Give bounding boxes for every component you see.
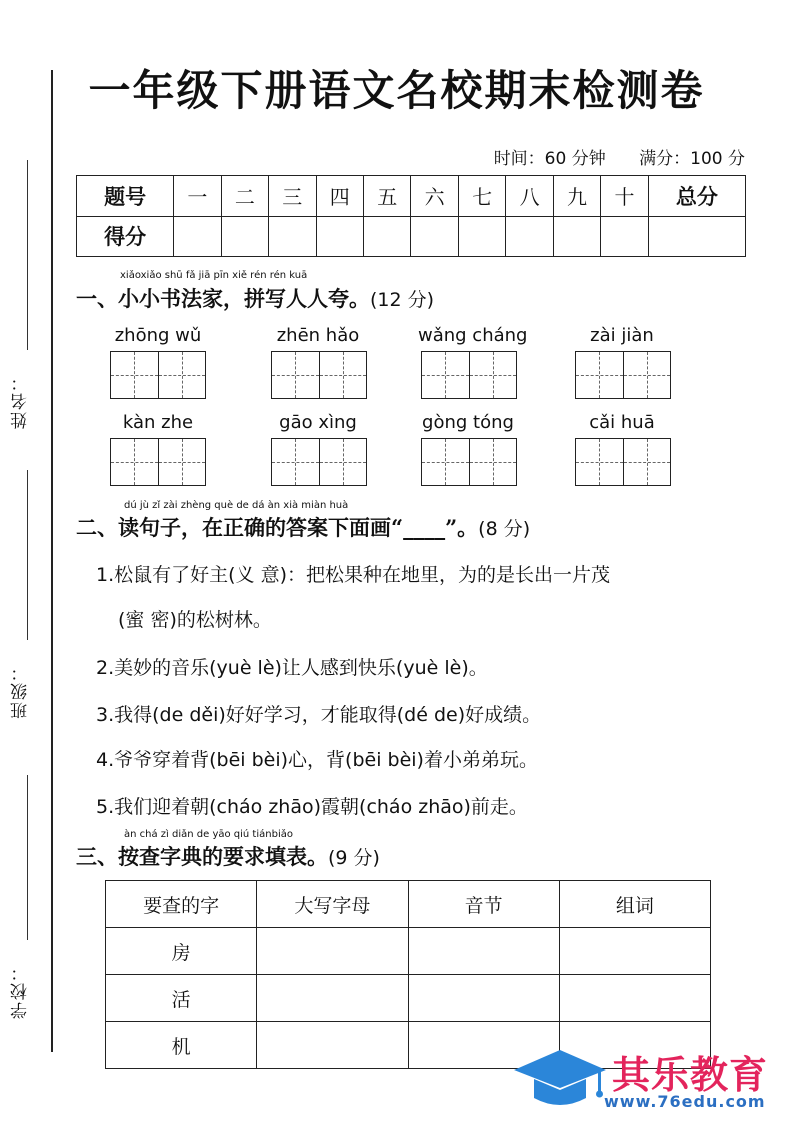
brand-url: www.76edu.com xyxy=(604,1092,766,1111)
table-row xyxy=(106,928,711,975)
section2-heading xyxy=(76,512,530,542)
score-cell[interactable] xyxy=(221,216,268,257)
name-line xyxy=(27,160,28,350)
score-cell[interactable] xyxy=(506,216,553,257)
score-header-cell: 七 xyxy=(458,176,505,217)
exam-time: 时间：60 分钟 xyxy=(493,149,606,169)
score-header-cell: 一 xyxy=(174,176,221,217)
brand-name: 其乐教育 xyxy=(612,1053,769,1097)
section3-title: 三、按查字典的要求填表。 xyxy=(76,844,328,869)
pinyin-label: wǎng cháng xyxy=(418,325,528,346)
score-header-cell: 二 xyxy=(221,176,268,217)
writing-grid[interactable] xyxy=(110,438,206,486)
question-item: 3.我得(de děi)好好学习，才能取得(dé de)好成绩。 xyxy=(96,704,542,726)
score-header-cell: 三 xyxy=(269,176,316,217)
binding-margin-rule xyxy=(51,70,53,1052)
dictionary-char: 活 xyxy=(106,975,257,1022)
section3-points: (9 分) xyxy=(328,847,380,869)
score-header-cell: 六 xyxy=(411,176,458,217)
dictionary-header-row xyxy=(106,881,711,928)
answer-cell[interactable] xyxy=(408,928,559,975)
score-header-cell: 题号 xyxy=(77,176,174,217)
pinyin-label: gāo xìng xyxy=(279,412,357,433)
score-cell[interactable] xyxy=(316,216,363,257)
writing-grid[interactable] xyxy=(575,438,671,486)
score-header-cell: 总分 xyxy=(648,176,745,217)
dictionary-char: 机 xyxy=(106,1022,257,1069)
question-item: (蜜 密)的松树林。 xyxy=(118,609,272,631)
section1-heading xyxy=(76,283,434,313)
section1-title: 一、小小书法家，拼写人人夸。 xyxy=(76,286,370,311)
pinyin-label: kàn zhe xyxy=(122,412,194,433)
school-label: 学校： xyxy=(11,962,31,1019)
score-table-score-row xyxy=(77,216,746,257)
writing-grid[interactable] xyxy=(575,351,671,399)
pinyin-label: gòng tóng xyxy=(422,412,514,433)
page-title: 一年级下册语文名校期末检测卷 xyxy=(88,66,705,115)
dictionary-header-cell: 音节 xyxy=(408,881,559,928)
name-label: 姓名： xyxy=(11,372,31,429)
score-cell[interactable] xyxy=(648,216,745,257)
answer-cell[interactable] xyxy=(257,928,408,975)
score-table xyxy=(76,175,746,257)
dictionary-table xyxy=(105,880,711,1069)
section1-points: (12 分) xyxy=(370,289,435,311)
answer-cell[interactable] xyxy=(559,928,710,975)
section2-ruby: dú jù zǐ zài zhèng què de dá àn xià miàn huà xyxy=(124,500,349,511)
section3-ruby: àn chá zì diǎn de yāo qiú tiánbiǎo xyxy=(124,829,293,840)
score-cell[interactable] xyxy=(458,216,505,257)
score-cell[interactable] xyxy=(174,216,221,257)
exam-full-score: 满分：100 分 xyxy=(639,149,745,169)
score-cell[interactable] xyxy=(553,216,600,257)
answer-cell[interactable] xyxy=(257,1022,408,1069)
score-table-header-row xyxy=(77,176,746,217)
writing-grid[interactable] xyxy=(421,351,517,399)
section2-points: (8 分) xyxy=(478,518,531,540)
dictionary-header-cell: 大写字母 xyxy=(257,881,408,928)
dictionary-header-cell: 组词 xyxy=(559,881,710,928)
exam-meta xyxy=(466,144,745,169)
writing-grid[interactable] xyxy=(421,438,517,486)
class-line xyxy=(27,470,28,640)
score-header-cell: 八 xyxy=(506,176,553,217)
score-row-label: 得分 xyxy=(77,216,174,257)
score-cell[interactable] xyxy=(411,216,458,257)
score-cell[interactable] xyxy=(269,216,316,257)
pinyin-label: zhōng wǔ xyxy=(114,325,202,346)
answer-cell[interactable] xyxy=(408,975,559,1022)
pinyin-label: cǎi huā xyxy=(589,412,655,433)
section2-title: 二、读句子，在正确的答案下面画“____”。 xyxy=(76,515,479,540)
pinyin-label: zhēn hǎo xyxy=(276,325,360,346)
class-label: 班级： xyxy=(11,662,31,719)
answer-cell[interactable] xyxy=(257,975,408,1022)
question-item: 4.爷爷穿着背(bēi bèi)心，背(bēi bèi)着小弟弟玩。 xyxy=(96,749,538,771)
score-header-cell: 五 xyxy=(363,176,410,217)
writing-grid[interactable] xyxy=(110,351,206,399)
writing-grid[interactable] xyxy=(271,351,367,399)
writing-grid[interactable] xyxy=(271,438,367,486)
question-item: 1.松鼠有了好主(义 意)：把松果种在地里，为的是长出一片茂 xyxy=(96,564,610,586)
pinyin-label: zài jiàn xyxy=(590,325,654,346)
section1-ruby: xiǎoxiǎo shū fǎ jiā pīn xiě rén rén kuā xyxy=(120,270,308,281)
score-header-cell: 四 xyxy=(316,176,363,217)
table-row xyxy=(106,975,711,1022)
score-cell[interactable] xyxy=(601,216,648,257)
dictionary-char: 房 xyxy=(106,928,257,975)
score-header-cell: 九 xyxy=(553,176,600,217)
section3-heading xyxy=(76,841,380,871)
dictionary-header-cell: 要查的字 xyxy=(106,881,257,928)
school-line xyxy=(27,775,28,940)
score-cell[interactable] xyxy=(363,216,410,257)
answer-cell[interactable] xyxy=(559,975,710,1022)
score-header-cell: 十 xyxy=(601,176,648,217)
question-item: 5.我们迎着朝(cháo zhāo)霞朝(cháo zhāo)前走。 xyxy=(96,796,528,818)
question-item: 2.美妙的音乐(yuè lè)让人感到快乐(yuè lè)。 xyxy=(96,657,488,679)
